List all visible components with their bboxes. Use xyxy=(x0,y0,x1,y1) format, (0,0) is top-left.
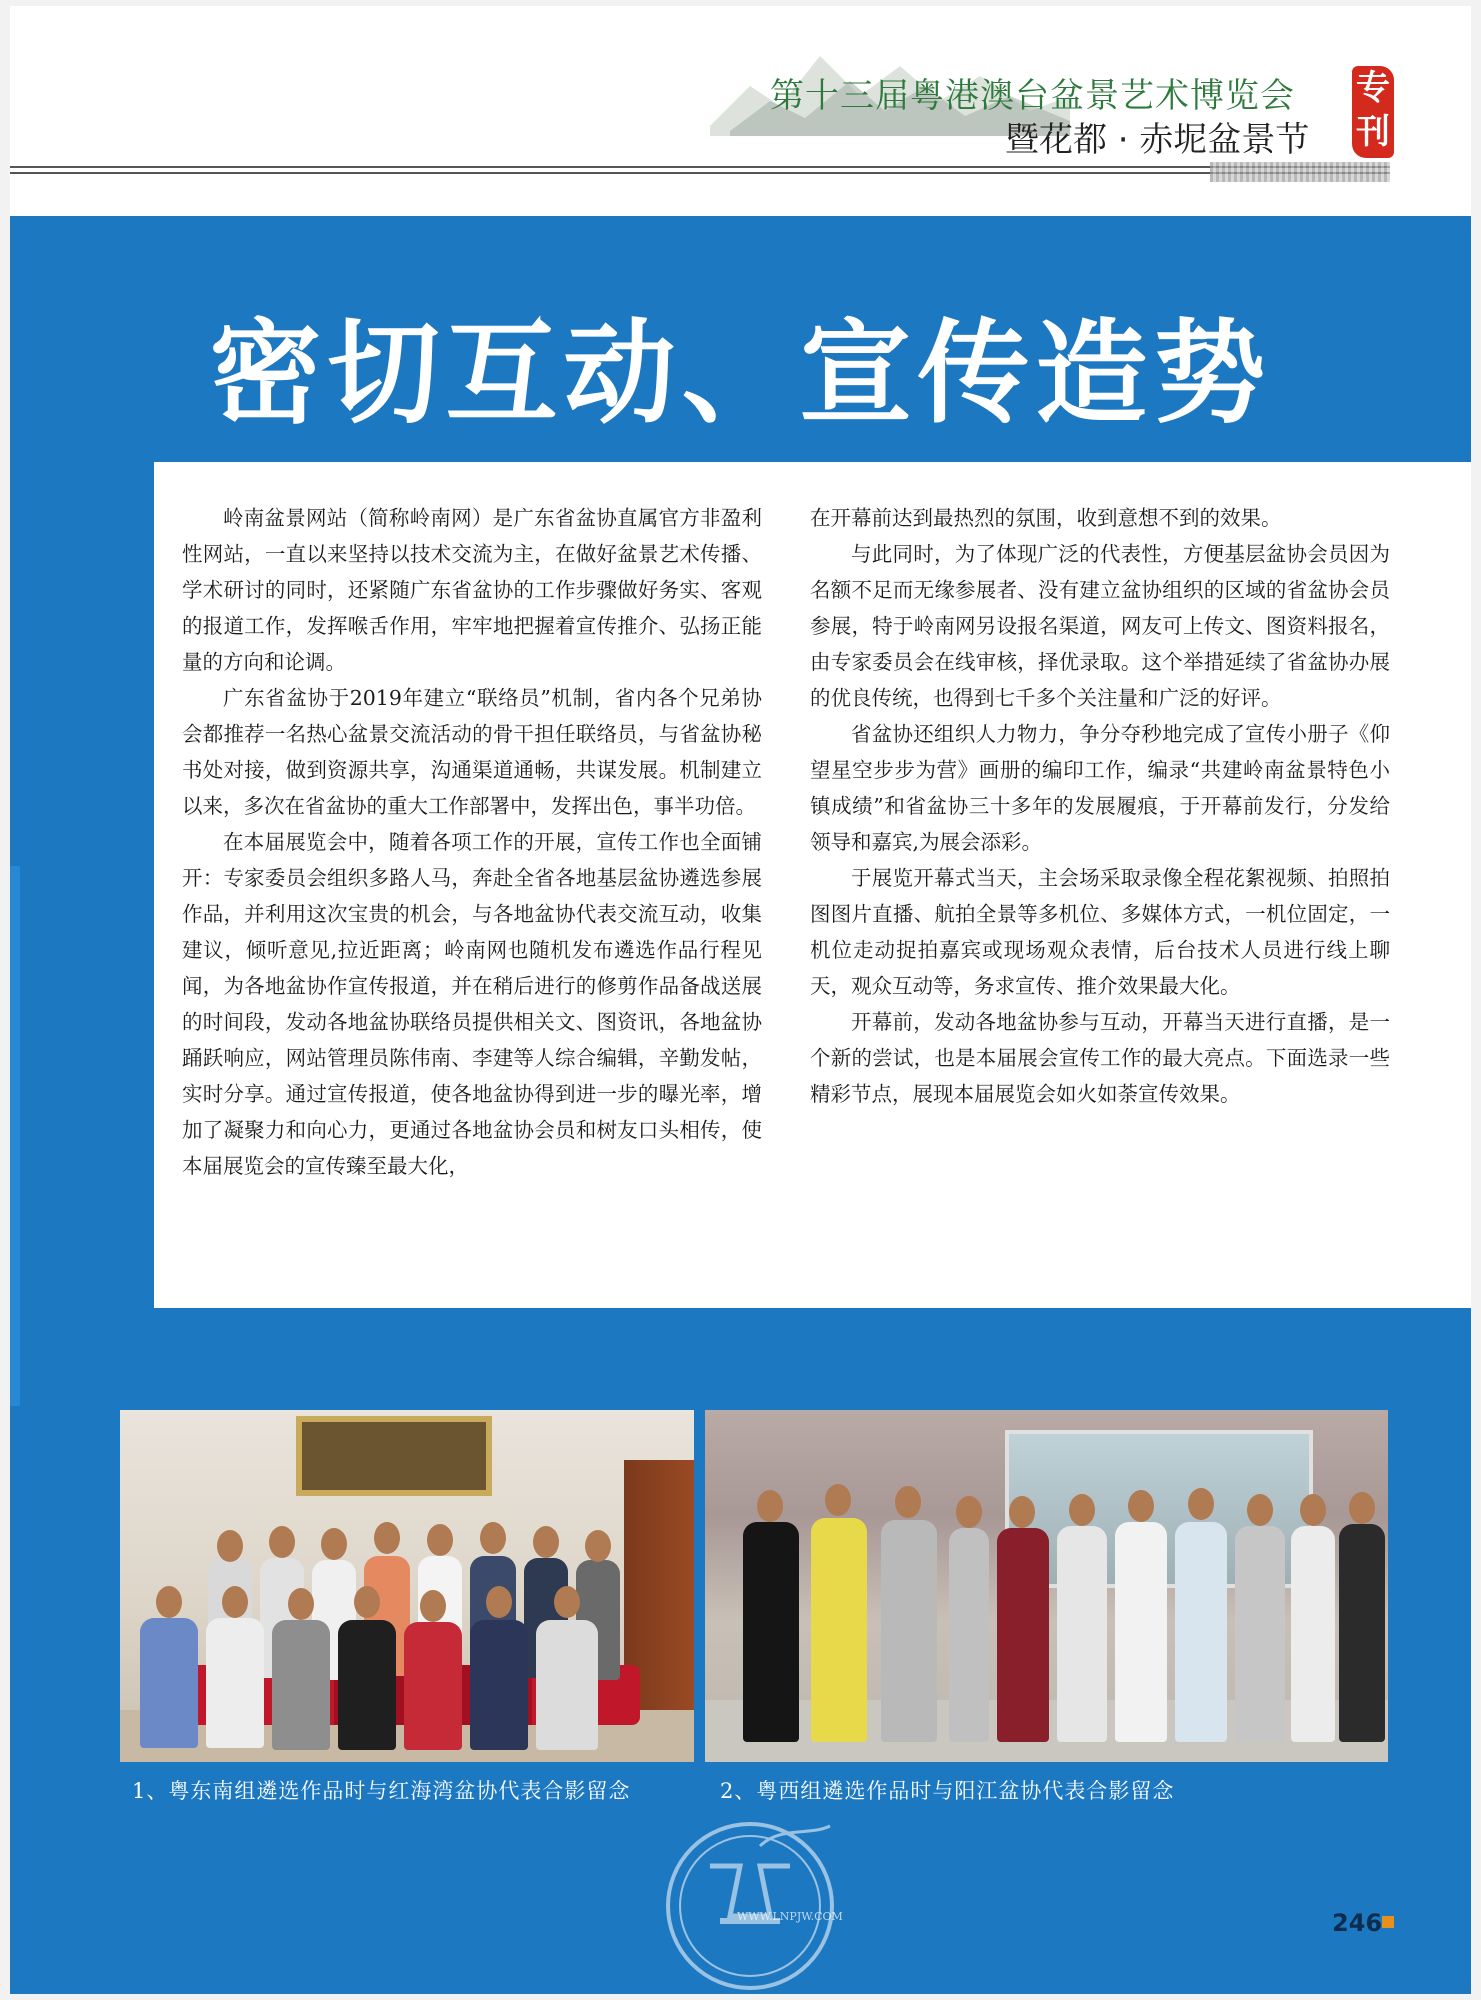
header-texture-bar xyxy=(1210,162,1390,182)
article-title: 密切互动、宣传造势 xyxy=(209,309,1272,439)
person-head xyxy=(554,1586,580,1618)
header-title-line2: 暨花都 · 赤坭盆景节 xyxy=(1005,120,1310,160)
person-head xyxy=(427,1524,453,1556)
person-figure xyxy=(206,1618,264,1748)
person-figure xyxy=(272,1620,330,1750)
left-accent-strip xyxy=(10,866,20,1406)
article-body xyxy=(154,462,1471,1308)
person-figure xyxy=(338,1620,396,1750)
person-head xyxy=(354,1586,380,1618)
person-figure xyxy=(1291,1526,1335,1742)
person-figure xyxy=(743,1522,799,1742)
person-head xyxy=(1069,1494,1095,1526)
group-photo-2 xyxy=(705,1410,1388,1762)
person-figure xyxy=(140,1618,198,1748)
group-photo-1 xyxy=(120,1410,694,1762)
person-head xyxy=(1128,1490,1154,1522)
person-figure xyxy=(470,1620,528,1750)
seal-char-1: 专 xyxy=(1356,68,1390,108)
page-number: 246 xyxy=(1332,1909,1383,1937)
person-head xyxy=(1009,1496,1035,1528)
person-head xyxy=(1349,1492,1375,1524)
person-head xyxy=(1188,1488,1214,1520)
person-head xyxy=(1247,1494,1273,1526)
person-head xyxy=(825,1484,851,1516)
person-head xyxy=(269,1526,295,1558)
person-head xyxy=(895,1486,921,1518)
person-figure xyxy=(1057,1526,1107,1742)
person-figure xyxy=(1175,1522,1227,1742)
paragraph: 省盆协还组织人力物力，争分夺秒地完成了宣传小册子《仰望星空步步为营》画册的编印工作，编录“共建岭南盆景特色小镇成绩”和省盆协三十多年的发展履痕，于开幕前发行，分发给领导和嘉宾,为展会添彩。 xyxy=(810,722,1390,854)
person-head xyxy=(533,1526,559,1558)
article-column-right xyxy=(810,500,1390,1112)
article-column-left xyxy=(182,500,762,1184)
person-head xyxy=(288,1588,314,1620)
person-head xyxy=(374,1522,400,1554)
magazine-page xyxy=(10,6,1471,1994)
wall-painting xyxy=(296,1416,492,1496)
person-figure xyxy=(997,1528,1049,1742)
person-figure xyxy=(811,1518,867,1742)
seal-char-2: 刊 xyxy=(1356,112,1390,152)
special-issue-seal xyxy=(1352,66,1394,158)
paragraph: 开幕前，发动各地盆协参与互动，开幕当天进行直播，是一个新的尝试，也是本届展会宣传工作的最大亮点。下面选录一些精彩节点，展现本届展览会如火如荼宣传效果。 xyxy=(810,1010,1390,1106)
person-head xyxy=(321,1528,347,1560)
page-number-marker xyxy=(1382,1916,1394,1928)
paragraph: 广东省盆协于2019年建立“联络员”机制，省内各个兄弟协会都推荐一名热心盆景交流活动的骨干担任联络员，与省盆协秘书处对接，做到资源共享，沟通渠道通畅，共谋发展。机制建立以来，多次在省盆协的重大工作部署中，发挥出色，事半功倍。 xyxy=(182,686,762,818)
person-head xyxy=(217,1530,243,1562)
paragraph: 与此同时，为了体现广泛的代表性，方便基层盆协会员因为名额不足而无缘参展者、没有建立盆协组织的区域的省盆协会员参展，特于岭南网另设报名渠道，网友可上传文、图资料报名，由专家委员会在线审核，择优录取。这个举措延续了省盆协办展的优良传统，也得到七千多个关注量和广泛的好评。 xyxy=(810,542,1390,710)
photo-caption-1: 1、粤东南组遴选作品时与红海湾盆协代表合影留念 xyxy=(132,1779,631,1803)
person-figure xyxy=(404,1622,462,1750)
person-head xyxy=(222,1586,248,1618)
person-head xyxy=(757,1490,783,1522)
person-head xyxy=(156,1586,182,1618)
paragraph: 于展览开幕式当天，主会场采取录像全程花絮视频、拍照拍图图片直播、航拍全景等多机位、多媒体方式，一机位固定，一机位走动捉拍嘉宾或现场观众表情，后台技术人员进行线上聊天，观众互动等，务求宣传、推介效果最大化。 xyxy=(810,866,1390,998)
person-head xyxy=(1300,1494,1326,1526)
person-figure xyxy=(1235,1526,1285,1742)
paragraph: 在本届展览会中，随着各项工作的开展，宣传工作也全面铺开：专家委员会组织多路人马，奔赴全省各地基层盆协遴选参展作品，并利用这次宝贵的机会，与各地盆协代表交流互动，收集建议，倾听意见,拉近距离；岭南网也随机发布遴选作品行程见闻，为各地盆协作宣传报道，并在稍后进行的修剪作品备战送展的时间段，发动各地盆协联络员提供相关文、图资讯，各地盆协踊跃响应，网站管理员陈伟南、李建等人综合编辑，辛勤发帖，实时分享。通过宣传报道，使各地盆协得到进一步的曝光率，增加了凝聚力和向心力，更通过各地盆协会员和树友口头相传，使本届展览会的宣传臻至最大化， xyxy=(182,830,762,1178)
person-head xyxy=(585,1530,611,1562)
person-figure xyxy=(1339,1524,1385,1742)
person-head xyxy=(956,1496,982,1528)
page-header xyxy=(10,6,1471,216)
paragraph-continuation: 在开幕前达到最热烈的氛围，收到意想不到的效果。 xyxy=(810,506,1282,530)
person-figure xyxy=(1115,1522,1167,1742)
header-title-line1: 第十三届粤港澳台盆景艺术博览会 xyxy=(770,76,1295,116)
photo-caption-2: 2、粤西组遴选作品时与阳江盆协代表合影留念 xyxy=(720,1779,1175,1803)
person-figure xyxy=(536,1620,598,1750)
header-rule xyxy=(10,166,1390,178)
watermark-logo-icon xyxy=(650,1806,850,1994)
person-head xyxy=(480,1522,506,1554)
person-head xyxy=(420,1590,446,1622)
person-head xyxy=(486,1586,512,1618)
person-figure xyxy=(949,1528,989,1742)
person-figure xyxy=(881,1520,937,1742)
watermark-url: WWW.LNPJW.COM xyxy=(737,1910,843,1923)
paragraph: 岭南盆景网站（简称岭南网）是广东省盆协直属官方非盈利性网站，一直以来坚持以技术交流为主，在做好盆景艺术传播、学术研讨的同时，还紧随广东省盆协的工作步骤做好务实、客观的报道工作，发挥喉舌作用，牢牢地把握着宣传推介、弘扬正能量的方向和论调。 xyxy=(182,506,762,674)
